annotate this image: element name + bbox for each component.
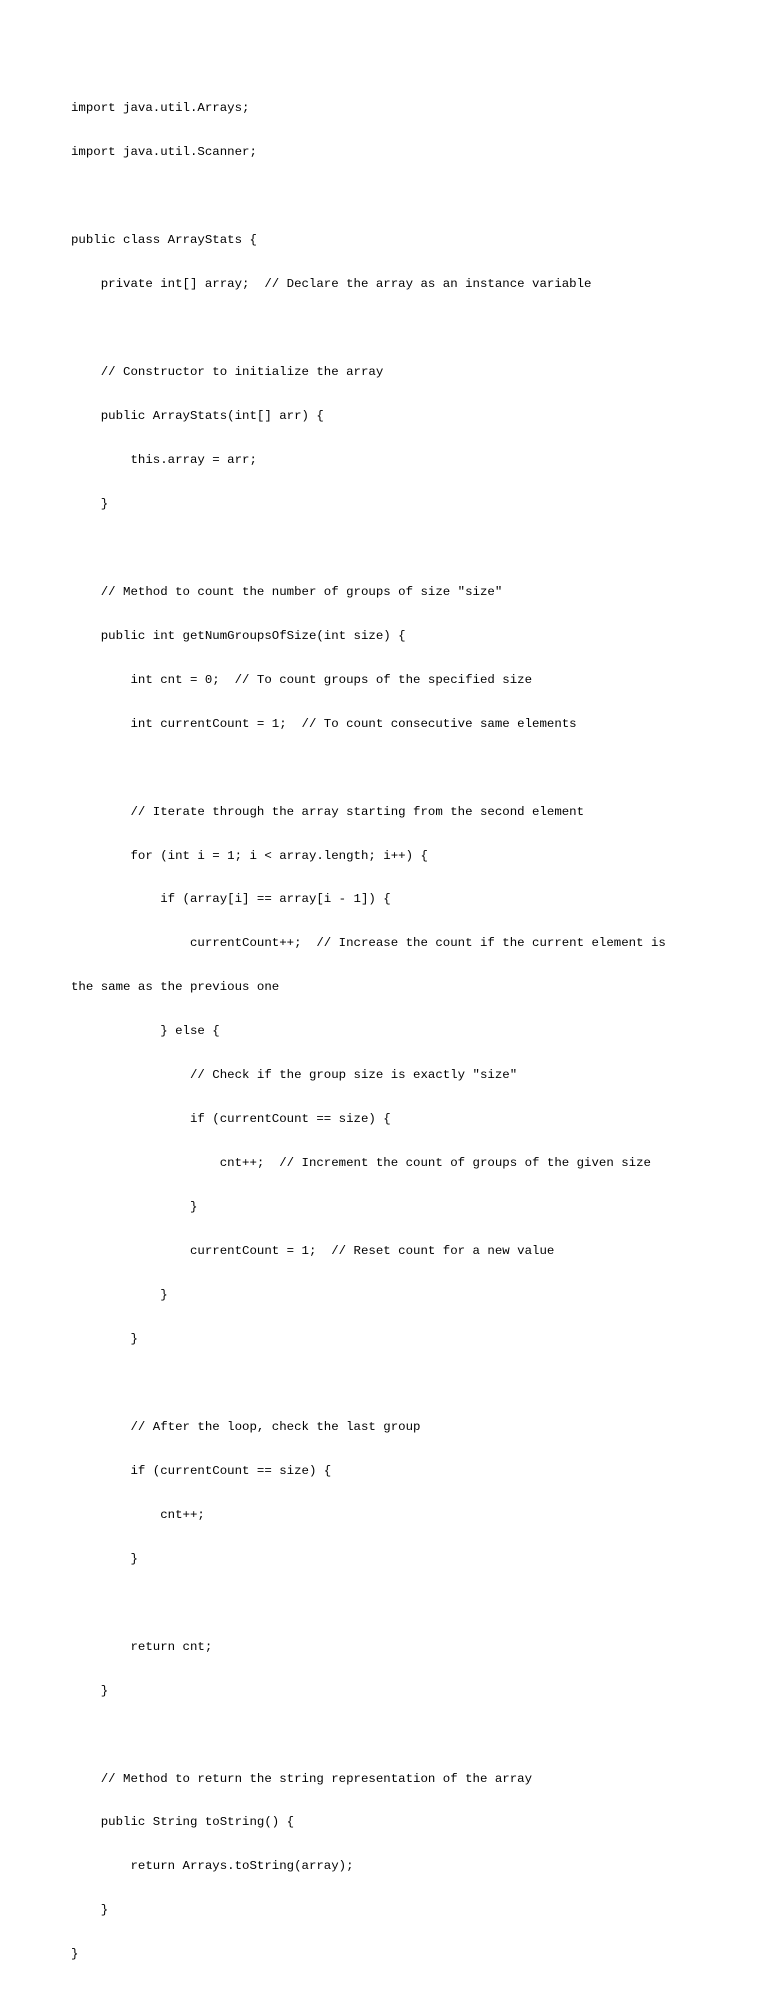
code-line: if (array[i] == array[i - 1]) { <box>71 892 391 907</box>
code-line: if (currentCount == size) { <box>71 1463 332 1478</box>
code-line: // Check if the group size is exactly "size" <box>71 1068 518 1083</box>
code-line: } <box>71 1903 109 1918</box>
code-line <box>71 321 691 336</box>
code-line: public String toString() { <box>71 1815 295 1830</box>
code-line: } <box>71 496 109 511</box>
code-line: } <box>71 1288 168 1303</box>
code-line: import java.util.Arrays; <box>71 101 250 116</box>
code-line: cnt++; <box>71 1507 205 1522</box>
code-line: currentCount++; // Increase the count if the current element is <box>71 936 666 951</box>
code-line-continuation: the same as the previous one <box>71 980 280 995</box>
code-line: public int getNumGroupsOfSize(int size) { <box>71 628 406 643</box>
code-line <box>71 1728 691 1743</box>
code-line <box>71 1376 691 1391</box>
code-line: // After the loop, check the last group <box>71 1419 421 1434</box>
code-line: import java.util.Scanner; <box>71 145 257 160</box>
code-line: // Method to return the string representation of the array <box>71 1771 533 1786</box>
code-line: public class ArrayStats { <box>71 233 257 248</box>
code-line: public ArrayStats(int[] arr) { <box>71 408 324 423</box>
code-line: int cnt = 0; // To count groups of the specified size <box>71 672 533 687</box>
code-line: } else { <box>71 1024 220 1039</box>
code-line: currentCount = 1; // Reset count for a new value <box>71 1244 555 1259</box>
code-line: } <box>71 1332 138 1346</box>
code-line: return cnt; <box>71 1639 213 1654</box>
code-line <box>71 761 691 776</box>
code-line: for (int i = 1; i < array.length; i++) { <box>71 848 428 863</box>
code-line: this.array = arr; <box>71 452 257 467</box>
code-line: cnt++; // Increment the count of groups of the given size <box>71 1156 651 1171</box>
code-block <box>71 72 691 1991</box>
code-line: } <box>71 1947 79 1962</box>
code-line: // Constructor to initialize the array <box>71 365 384 380</box>
code-line <box>71 1596 691 1611</box>
code-line: return Arrays.toString(array); <box>71 1859 354 1874</box>
code-line: } <box>71 1200 198 1215</box>
code-line <box>71 541 691 556</box>
code-line: // Iterate through the array starting from the second element <box>71 804 585 819</box>
code-line: } <box>71 1683 109 1698</box>
code-line: private int[] array; // Declare the array as an instance variable <box>71 277 592 292</box>
code-line: } <box>71 1551 138 1566</box>
code-line: // Method to count the number of groups of size "size" <box>71 584 503 599</box>
code-line: if (currentCount == size) { <box>71 1112 391 1127</box>
code-line: int currentCount = 1; // To count consecutive same elements <box>71 716 577 731</box>
code-line <box>71 189 691 204</box>
